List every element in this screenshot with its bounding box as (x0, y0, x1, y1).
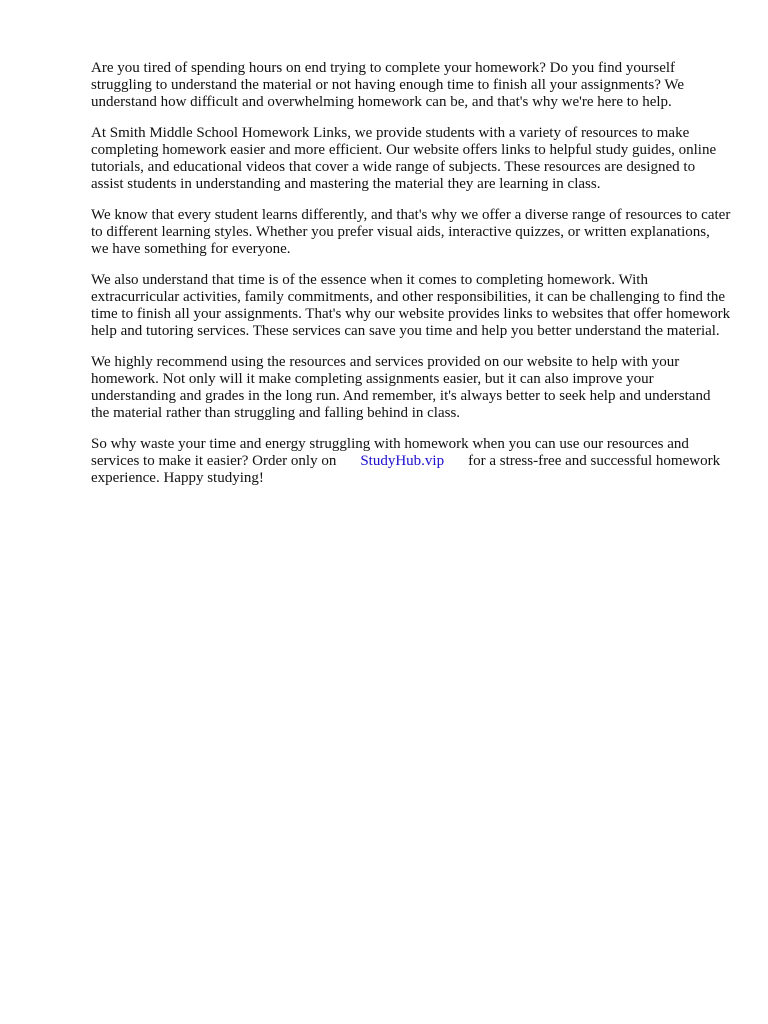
paragraph-intro: Are you tired of spending hours on end trying to complete your homework? Do you find yourself struggling to understand the material or not having enough time to finish all your assignments? We understand how difficult and overwhelming homework can be, and that's why we're here to help. (91, 60, 684, 110)
paragraph-time: We also understand that time is of the essence when it comes to completing homework. With extracurricular activities, family commitments, and other responsibilities, it can be challenging to find the time to finish all your assignments. That's why our website provides links to websites that offer homework help and tutoring services. These services can save you time and help you better understand the material. (91, 272, 731, 339)
paragraph-closing (91, 436, 731, 487)
paragraph-resources: At Smith Middle School Homework Links, we provide students with a variety of resources to make completing homework easier and more efficient. Our website offers links to helpful study guides, online tutorials, and educational videos that cover a wide range of subjects. These resources are designed to assist students in understanding and mastering the material they are learning in class. (91, 125, 717, 192)
closing-text-after-link: for a stress-free and successful homework experience. Happy studying! (91, 453, 721, 486)
document-page (91, 60, 731, 501)
closing-text-before-link: So why waste your time and energy struggling with homework when you can use our resources and services to make it easier? Order only on (91, 436, 689, 469)
paragraph-recommendation: We highly recommend using the resources and services provided on our website to help with your homework. Not only will it make completing assignments easier, but it can also improve your understanding and grades in the long run. And remember, it's always better to seek help and understand the material rather than struggling and falling behind in class. (91, 354, 711, 421)
paragraph-learning-styles: We know that every student learns differently, and that's why we offer a diverse range of resources to cater to different learning styles. Whether you prefer visual aids, interactive quizzes, or written explanations, we have something for everyone. (91, 207, 731, 257)
studyhub-link[interactable]: StudyHub.vip (360, 453, 445, 469)
